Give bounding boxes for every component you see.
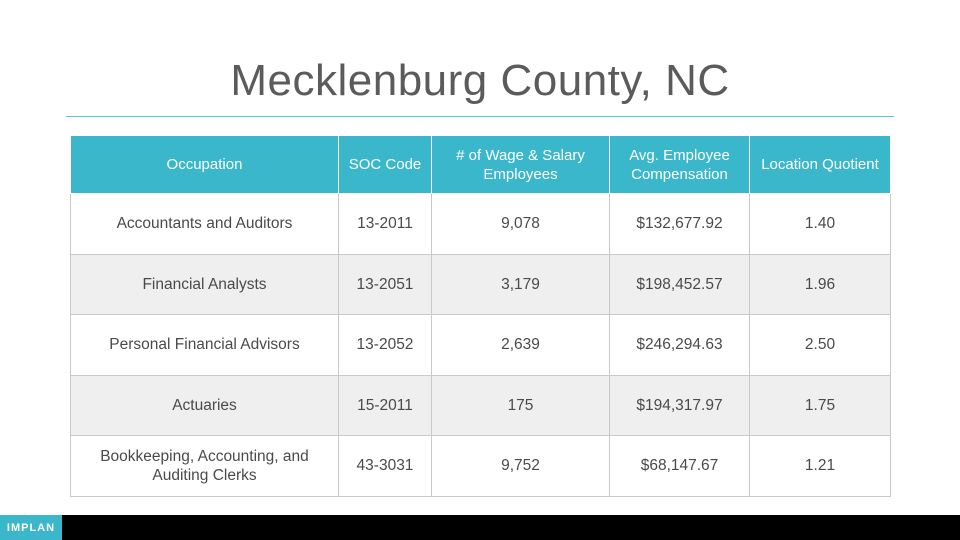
cell-location-quotient: 1.40 [750, 194, 891, 255]
cell-compensation: $194,317.97 [610, 375, 750, 436]
cell-occupation: Bookkeeping, Accounting, and Auditing Clerks [71, 436, 339, 497]
occupation-table [70, 135, 891, 497]
header-occupation: Occupation [71, 136, 339, 194]
cell-compensation: $246,294.63 [610, 315, 750, 376]
table-row [71, 375, 891, 436]
header-location-quotient: Location Quotient [750, 136, 891, 194]
table-row [71, 315, 891, 376]
header-soc-code: SOC Code [339, 136, 432, 194]
cell-soc-code: 43-3031 [339, 436, 432, 497]
cell-location-quotient: 2.50 [750, 315, 891, 376]
cell-soc-code: 13-2052 [339, 315, 432, 376]
cell-location-quotient: 1.75 [750, 375, 891, 436]
title-divider [66, 116, 894, 117]
page-title: Mecklenburg County, NC [230, 56, 730, 105]
cell-soc-code: 13-2011 [339, 194, 432, 255]
footer-bar [0, 515, 960, 540]
table-row [71, 436, 891, 497]
cell-compensation: $68,147.67 [610, 436, 750, 497]
header-employees: # of Wage & Salary Employees [432, 136, 610, 194]
table-header-row [71, 136, 891, 194]
cell-occupation: Financial Analysts [71, 254, 339, 315]
cell-location-quotient: 1.96 [750, 254, 891, 315]
cell-compensation: $198,452.57 [610, 254, 750, 315]
cell-occupation: Accountants and Auditors [71, 194, 339, 255]
cell-soc-code: 15-2011 [339, 375, 432, 436]
table-row [71, 254, 891, 315]
implan-logo: IMPLAN [0, 515, 62, 540]
header-compensation: Avg. Employee Compensation [610, 136, 750, 194]
cell-location-quotient: 1.21 [750, 436, 891, 497]
cell-employees: 9,078 [432, 194, 610, 255]
cell-occupation: Personal Financial Advisors [71, 315, 339, 376]
cell-occupation: Actuaries [71, 375, 339, 436]
table-row [71, 194, 891, 255]
cell-employees: 9,752 [432, 436, 610, 497]
cell-employees: 3,179 [432, 254, 610, 315]
cell-employees: 175 [432, 375, 610, 436]
cell-soc-code: 13-2051 [339, 254, 432, 315]
cell-compensation: $132,677.92 [610, 194, 750, 255]
cell-employees: 2,639 [432, 315, 610, 376]
